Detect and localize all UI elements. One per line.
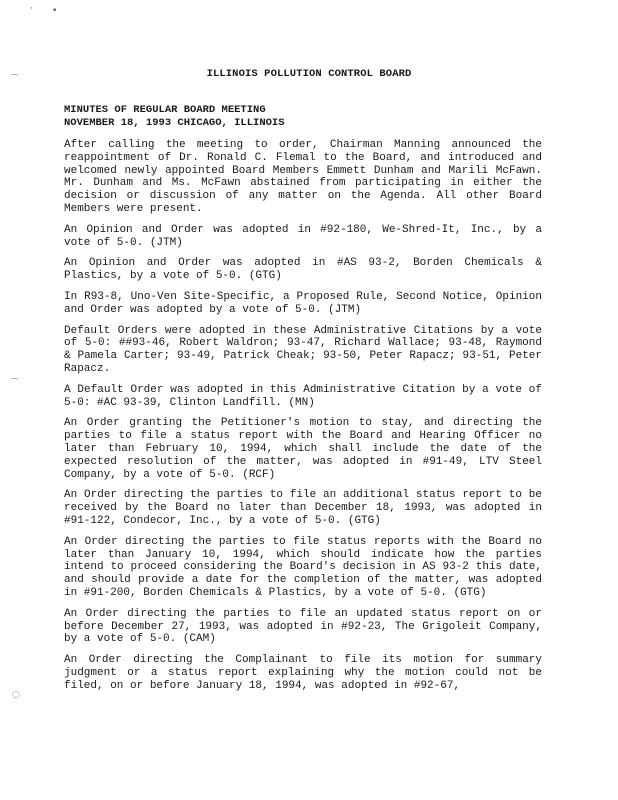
page-title: ILLINOIS POLLUTION CONTROL BOARD [206, 68, 412, 80]
minutes-body [64, 139, 542, 692]
scan-mark-top-2: • [52, 6, 58, 16]
scan-mark-top: · [30, 4, 33, 14]
paragraph-item: An Order directing the parties to file an updated status report on or before December 27, 1993, was adopted in #92-23, The Grigoleit Company, by a vote of 5-0. (CAM) [64, 607, 542, 646]
scan-mark-left-2: ⌒ [10, 379, 20, 389]
meeting-date-location: NOVEMBER 18, 1993 CHICAGO, ILLINOIS [64, 117, 285, 129]
paragraph-item: An Opinion and Order was adopted in #92-180, We-Shred-It, Inc., by a vote of 5-0. (JTM) [64, 223, 542, 249]
paragraph-item: An Order directing the parties to file status reports with the Board no later than January 10, 1994, which should indicate how the parties intend to proceed considering the Board's decision in AS 93-2 this date, and should provide a date for the completion of the matter, was adopted in #91-200, Borden Chemicals & Plastics, by a vote of 5-0. (GTG) [64, 535, 542, 599]
scan-mark-left-3: ◌ [12, 690, 20, 700]
scan-mark-left-1: ⌒ [10, 75, 20, 85]
minutes-heading-block [64, 104, 285, 130]
paragraph-item: Default Orders were adopted in these Administrative Citations by a vote of 5-0: ##93-46, Robert Waldron; 93-47, Richard Wallace; 93-48, Raymond & Pamela Carter; 93-49, Patrick Cheak; 93-50, Peter Rapacz; 93-51, Peter Rapacz. [64, 324, 542, 375]
minutes-heading: MINUTES OF REGULAR BOARD MEETING [64, 104, 266, 116]
paragraph-item: An Order directing the parties to file an additional status report to be received by the Board no later than December 18, 1993, was adopted in #91-122, Condecor, Inc., by a vote of 5-0. (GTG) [64, 489, 542, 527]
paragraph-item: An Opinion and Order was adopted in #AS 93-2, Borden Chemicals & Plastics, by a vote of 5-0. (GTG) [64, 257, 542, 283]
paragraph-item: A Default Order was adopted in this Administrative Citation by a vote of 5-0: #AC 93-39, Clinton Landfill. (MN) [64, 383, 542, 409]
paragraph-item: In R93-8, Uno-Ven Site-Specific, a Proposed Rule, Second Notice, Opinion and Order was adopted by a vote of 5-0. (JTM) [64, 290, 542, 316]
paragraph-item: An Order granting the Petitioner's motion to stay, and directing the parties to file a status report with the Board and Hearing Officer no later than February 10, 1994, which shall include the date of the expected resolution of the matter, was adopted in #91-49, LTV Steel Company, by a vote of 5-0. (RCF) [64, 417, 542, 481]
paragraph-opening: After calling the meeting to order, Chairman Manning announced the reappointment of Dr. Ronald C. Flemal to the Board, and introduced and welcomed newly appointed Board Members Emmett Dunham and Marili McFawn. Mr. Dunham and Ms. McFawn abstained from participating in either the decision or discussion of any matter on the Agenda. All other Board Members were present. [64, 139, 542, 215]
paragraph-item: An Order directing the Complainant to file its motion for summary judgment or a status report explaining why the motion could not be filed, on or before January 18, 1994, was adopted in #92-67, [64, 654, 542, 692]
